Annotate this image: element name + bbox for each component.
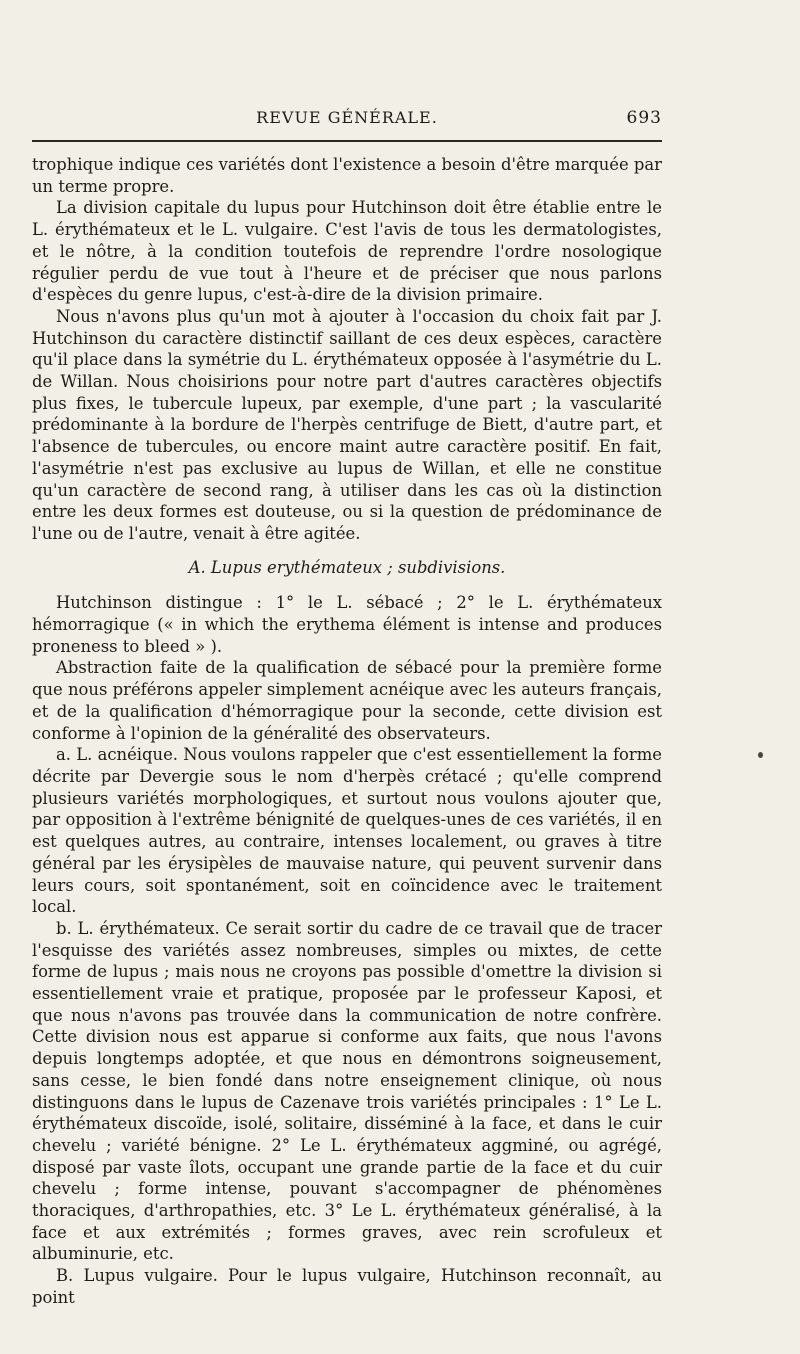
body-text xyxy=(32,154,662,1309)
section-heading: A. Lupus erythémateux ; subdivisions. xyxy=(188,557,506,577)
header-rule xyxy=(32,140,662,142)
paragraph: b. L. érythémateux. Ce serait sortir du cadre de ce travail que de tracer l'esquisse des variétés assez nombreuses, simples ou mixtes, de cette forme de lupus ; mais nous ne croyons pas possible d'omettre la division si essentiellement vraie et pratique, proposée par le professeur Kaposi, et que nous n'avons pas trouvée dans la communication de notre confrère. Cette division nous est apparue si conforme aux faits, que nous l'avons depuis longtemps adoptée, et que nous en démontrons soigneusement, sans cesse, le bien fondé dans notre enseignement clinique, où nous distinguons dans le lupus de Cazenave trois variétés principales : 1° Le L. érythémateux discoïde, isolé, solitaire, disséminé à la face, et dans le cuir chevelu ; variété bénigne. 2° Le L. érythémateux aggminé, ou agrégé, disposé par vaste îlots, occupant une grande partie de la face et du cuir chevelu ; forme intense, pouvant s'accompagner de phénomènes thoraciques, d'arthropathies, etc. 3° Le L. érythémateux généralisé, à la face et aux extrémités ; formes graves, avec rein scrofuleux et albuminurie, etc. xyxy=(32,918,662,1264)
paragraph: B. Lupus vulgaire. Pour le lupus vulgaire, Hutchinson reconnaît, au point xyxy=(32,1266,662,1307)
paragraph: trophique indique ces variétés dont l'existence a besoin d'être marquée par un terme propre. xyxy=(32,155,662,196)
running-title: REVUE GÉNÉRALE. xyxy=(256,108,438,127)
paragraph: La division capitale du lupus pour Hutchinson doit être établie entre le L. érythémateux et le L. vulgaire. C'est l'avis de tous les dermatologistes, et le nôtre, à la condition toutefois de reprendre l'ordre nosologique régulier perdu de vue tout à l'heure et de préciser que nous parlons d'espèces du genre lupus, c'est-à-dire de la division primaire. xyxy=(32,198,662,305)
page-number: 693 xyxy=(626,108,662,128)
document-page xyxy=(32,108,662,1309)
running-head xyxy=(32,108,662,134)
paragraph: Abstraction faite de la qualification de sébacé pour la première forme que nous préférons appeler simplement acnéique avec les auteurs français, et de la qualification d'hémorragique pour la seconde, cette division est conforme à l'opinion de la généralité des observateurs. xyxy=(32,658,662,743)
ink-spot xyxy=(758,752,763,758)
paragraph: a. L. acnéique. Nous voulons rappeler que c'est essentiellement la forme décrite par Devergie sous le nom d'herpès crétacé ; qu'elle comprend plusieurs variétés morphologiques, et surtout nous voulons ajouter que, par opposition à l'extrême bénignité de quelques-unes de ces variétés, il en est quelques autres, au contraire, intenses localement, ou graves à titre général par les érysipèles de mauvaise nature, qui peuvent survenir dans leurs cours, soit spontanément, soit en coïncidence avec le traitement local. xyxy=(32,745,662,917)
paragraph: Hutchinson distingue : 1° le L. sébacé ; 2° le L. érythémateux hémorragique (« in which the erythema élément is intense and produces proneness to bleed » ). xyxy=(32,593,662,656)
paragraph: Nous n'avons plus qu'un mot à ajouter à l'occasion du choix fait par J. Hutchinson du caractère distinctif saillant de ces deux espèces, caractère qu'il place dans la symétrie du L. érythémateux opposée à l'asymétrie du L. de Willan. Nous choisirions pour notre part d'autres caractères objectifs plus fixes, le tubercule lupeux, par exemple, d'une part ; la vascularité prédominante à la bordure de l'herpès centrifuge de Biett, d'autre part, et l'absence de tubercules, ou encore maint autre caractère positif. En fait, l'asymétrie n'est pas exclusive au lupus de Willan, et elle ne constitue qu'un caractère de second rang, à utiliser dans les cas où la distinction entre les deux formes est douteuse, ou si la question de prédominance de l'une ou de l'autre, venait à être agitée. xyxy=(32,306,662,543)
